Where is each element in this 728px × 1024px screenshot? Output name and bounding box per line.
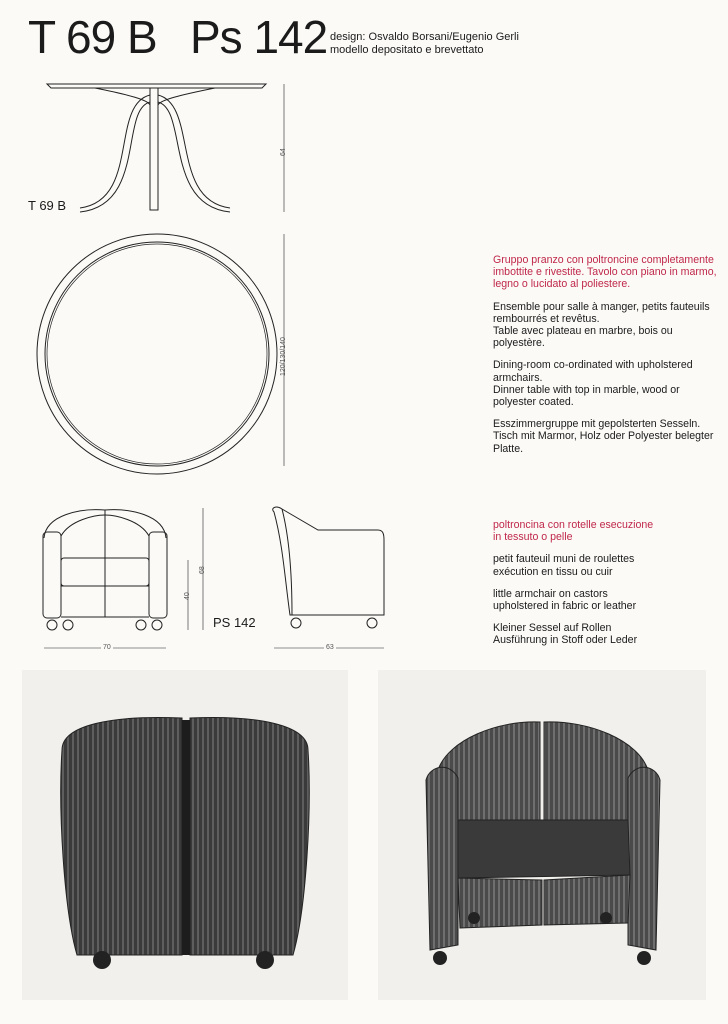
patent-note: modello depositato e brevettato [330, 44, 484, 56]
table-model-title: T 69 B [28, 11, 157, 63]
chair-front-photo [378, 670, 706, 1000]
dining-group-description [493, 254, 718, 465]
chair-drawing-label: PS 142 [213, 615, 256, 630]
dining-group-english [493, 359, 718, 408]
design-credit-block [330, 31, 519, 57]
dining-group-german [493, 418, 718, 455]
armchair-french: petit fauteuil muni de roulettes exécution en tissu ou cuir [493, 553, 635, 578]
dining-group-french-line2: Table avec plateau en marbre, bois ou polyestère. [493, 325, 673, 350]
armchair-description [493, 519, 663, 657]
armchair-italian: poltroncina con rotelle esecuzione in tessuto o pelle [493, 519, 654, 544]
dining-group-english-line2: Dinner table with top in marble, wood or polyester coated. [493, 383, 680, 409]
dining-group-english-line1: Dining-room co-ordinated with upholstered armchairs. [493, 359, 693, 384]
dining-group-french [493, 301, 718, 350]
chair-width-dim: 70 [103, 644, 111, 651]
dining-group-french-line1: Ensemble pour salle à manger, petits fauteuils rembourrés et revêtus. [493, 300, 710, 325]
chair-total-height-dim: 68 [199, 566, 206, 574]
chair-model-title: Ps 142 [190, 11, 328, 63]
table-diameter-dim: 120/130/140 [280, 337, 287, 376]
chair-seat-height-dim: 40 [184, 592, 191, 600]
table-drawing-label: T 69 B [28, 198, 67, 213]
armchair-english: little armchair on castors upholstered in fabric or leather [493, 587, 637, 613]
dining-group-german-line1: Esszimmergruppe mit gepolsterten Sesseln. [493, 418, 701, 431]
chair-depth-dim: 63 [326, 644, 334, 651]
chair-back-photo [22, 670, 348, 1000]
table-height-dim: 64 [280, 148, 287, 156]
armchair-german: Kleiner Sessel auf Rollen Ausführung in Stoff oder Leder [493, 622, 638, 647]
dining-group-german-line2: Tisch mit Marmor, Holz oder Polyester belegter Platte. [493, 430, 714, 455]
dining-group-italian: Gruppo pranzo con poltroncine completamente imbottite e rivestite. Tavolo con piano in marmo, legno o lucidato al poliestere. [493, 254, 717, 291]
design-credit: design: Osvaldo Borsani/Eugenio Gerli [330, 31, 519, 43]
